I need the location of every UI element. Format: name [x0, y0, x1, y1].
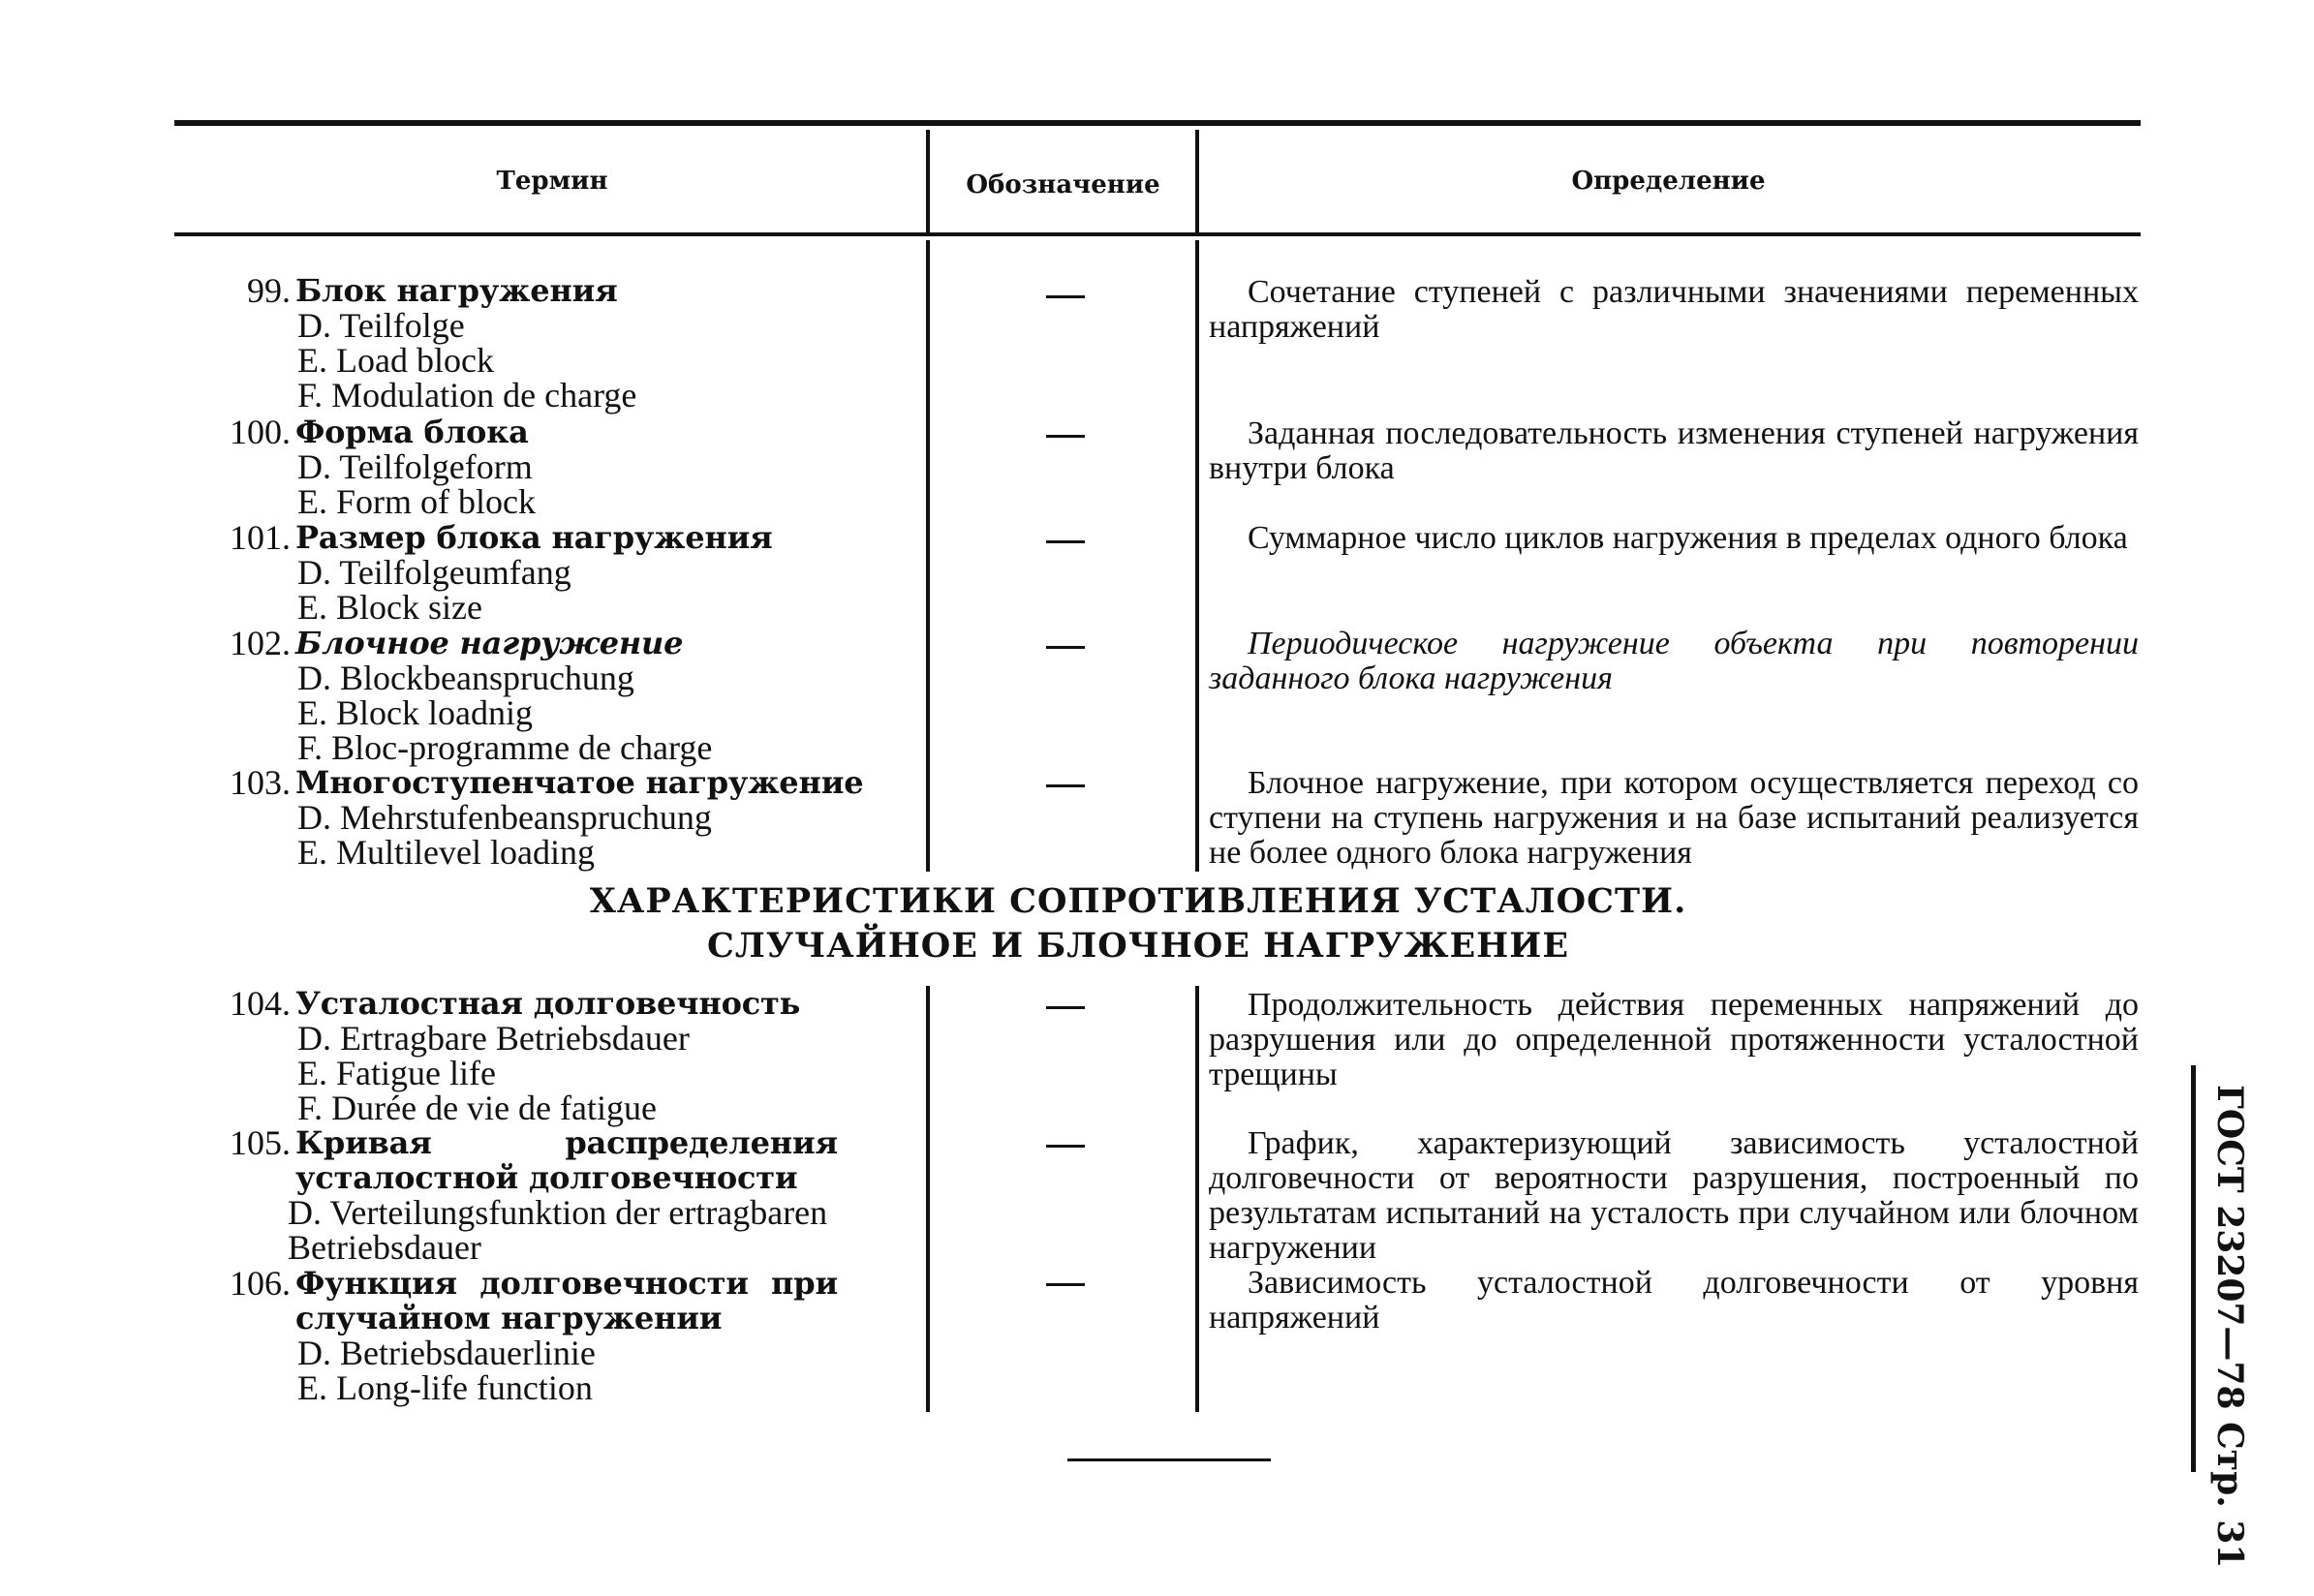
term-entry-106 — [199, 1266, 906, 1405]
translation: D. Teilfolge — [297, 306, 465, 345]
term-entry-100 — [199, 414, 906, 519]
term-entry-99 — [199, 273, 906, 413]
column-divider — [926, 130, 930, 234]
column-divider — [1195, 986, 1199, 1412]
term-entry-101 — [199, 520, 906, 625]
term-number: 105. — [230, 1123, 291, 1162]
term-number: 101. — [230, 518, 291, 557]
translation: F. Bloc-programme de charge — [297, 728, 713, 767]
term-name: Форма блока — [295, 414, 529, 450]
translation: D. Teilfolgeumfang — [297, 553, 571, 592]
column-header-definition: Определение — [1571, 167, 1766, 196]
definition-106: Зависимость усталостной долговечности от уровня напряжений — [1209, 1265, 2139, 1335]
translation: D. Verteilungsfunktion der ertragbaren Betriebsdauer — [288, 1193, 828, 1267]
term-entry-104 — [199, 986, 906, 1125]
symbol-dash — [1046, 1283, 1085, 1286]
symbol-dash — [1046, 1145, 1085, 1148]
translation: E. Block loadnig — [297, 693, 533, 732]
translation: F. Modulation de charge — [297, 376, 637, 414]
definition-101: Суммарное число циклов нагружения в пределах одного блока — [1248, 520, 2128, 556]
term-number: 103. — [230, 763, 291, 802]
term-name: Размер блока нагружения — [295, 519, 773, 556]
translation: E. Long-life function — [297, 1368, 593, 1407]
term-number: 99. — [247, 271, 291, 310]
translation: E. Multilevel loading — [297, 833, 595, 872]
term-number: 104. — [230, 984, 291, 1023]
term-name: Кривая распределения усталостной долговечности — [295, 1124, 838, 1196]
column-divider — [926, 986, 930, 1412]
translation: D. Teilfolgeform — [297, 447, 533, 486]
section-title-line2: СЛУЧАЙНОЕ И БЛОЧНОЕ НАГРУЖЕНИЕ — [706, 926, 1569, 966]
definition-102: Периодическое нагружение объекта при повторении заданного блока нагружения — [1209, 626, 2139, 696]
translation: E. Block size — [297, 588, 482, 627]
end-rule — [1067, 1458, 1271, 1461]
definition-99: Сочетание ступеней с различными значениями переменных напряжений — [1209, 274, 2139, 345]
definition-100: Заданная последовательность изменения ступеней нагружения внутри блока — [1209, 415, 2139, 486]
top-rule — [174, 120, 2141, 126]
section-title — [581, 879, 1695, 968]
translation: D. Mehrstufenbeanspruchung — [297, 798, 712, 837]
translation: F. Durée de vie de fatigue — [297, 1089, 657, 1127]
symbol-dash — [1046, 295, 1085, 298]
column-header-term: Термин — [496, 167, 608, 196]
term-entry-105 — [199, 1125, 906, 1265]
translation: D. Ertragbare Betriebsdauer — [297, 1019, 690, 1058]
symbol-dash — [1046, 435, 1085, 438]
translation: E. Load block — [297, 341, 494, 380]
column-divider — [1195, 240, 1199, 872]
section-title-line1: ХАРАКТЕРИСТИКИ СОПРОТИВЛЕНИЯ УСТАЛОСТИ. — [589, 881, 1687, 921]
translation: D. Blockbeanspruchung — [297, 659, 634, 697]
translation: E. Fatigue life — [297, 1054, 496, 1092]
term-number: 102. — [230, 624, 291, 662]
term-number: 106. — [230, 1264, 291, 1303]
term-name: Многоступенчатое нагружение — [295, 764, 864, 801]
definition-105: График, характеризующий зависимость усталостной долговечности от вероятности разрушения, построенный по результатам испытаний на усталость при случайном или блочном нагружении — [1209, 1125, 2139, 1266]
term-number: 100. — [230, 413, 291, 451]
symbol-dash — [1046, 540, 1085, 543]
header-bottom-rule — [174, 232, 2141, 236]
column-divider — [1195, 130, 1199, 234]
definition-104: Продолжительность действия переменных напряжений до разрушения или до определенной протяженности усталостной трещины — [1209, 987, 2139, 1092]
side-bar — [2191, 1065, 2196, 1472]
definition-103: Блочное нагружение, при котором осуществляется переход со ступени на ступень нагружения и на базе испытаний реализуется не более одного блока нагружения — [1209, 765, 2139, 871]
symbol-dash — [1046, 1006, 1085, 1009]
term-entry-103 — [199, 765, 906, 870]
term-name: Усталостная долговечность — [295, 985, 801, 1022]
term-name: Блок нагружения — [295, 272, 618, 309]
translation: D. Betriebsdauerlinie — [297, 1334, 596, 1372]
term-name: Блочное нагружение — [295, 625, 684, 661]
column-divider — [926, 240, 930, 872]
term-name: Функция долговечности при случайном нагружении — [295, 1265, 838, 1336]
column-header-symbol: Обозначение — [966, 170, 1160, 200]
symbol-dash — [1046, 646, 1085, 649]
term-entry-102 — [199, 626, 906, 765]
translation: E. Form of block — [297, 482, 536, 521]
symbol-dash — [1046, 784, 1085, 787]
side-running-header: ГОСТ 23207—78 Стр. 31 — [2209, 1085, 2250, 1569]
